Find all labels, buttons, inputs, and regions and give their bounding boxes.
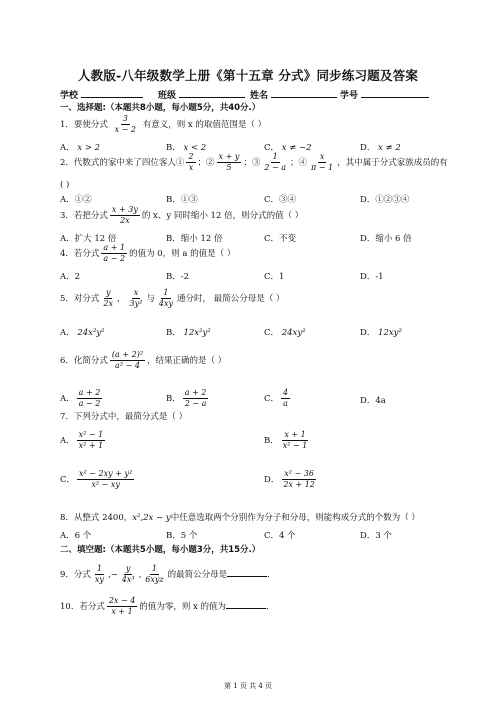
q1-option-d: D． x ≠ 2 [360, 143, 401, 153]
q10-answer-blank[interactable] [226, 600, 266, 609]
q6-option-d: D．4a [360, 396, 386, 406]
q9-fraction-3: $\frac{1}{\text{6xyz}}$ [145, 564, 164, 584]
id-blank [361, 88, 429, 98]
q4-option-d: D．-1 [360, 272, 384, 282]
q1-option-c: C． x ≠ −2 [264, 143, 312, 153]
page-footer: 第 1 页 共 4 页 [223, 682, 273, 690]
q6-option-a: A． $\frac{a + 2}{a - 2}$ [60, 388, 101, 408]
q3-option-b: B．缩小 12 倍 [166, 234, 223, 244]
name-field [250, 88, 337, 101]
school-field [60, 88, 143, 101]
class-blank [179, 88, 245, 98]
q4-option-c: C．1 [264, 272, 285, 282]
section-1-heading: 一、选择题:（本题共8小题，每小题5分，共40分.） [60, 103, 261, 113]
q1-fraction: $\frac{3}{x - 2}$ [114, 114, 137, 134]
q8-option-a: A．6 个 [60, 531, 92, 541]
q7-option-a: A． $\frac{\text{x² − 1}}{\text{x² + 1}}$ [60, 430, 104, 450]
q1-option-b: B． x < 2 [166, 143, 207, 153]
question-7: 7．下列分式中，最简分式是（ ） [60, 412, 188, 422]
q5-fraction-1: $\frac{y}{2x}$ [103, 288, 114, 308]
question-9: 9．分式 $\frac{1}{xy}$ ,− $\frac{y}{\text{4x³}}$ , $\frac{1}{\text{6xyz}}$ 的最简公分母是 ． [60, 564, 276, 584]
q7-option-d: D． $\frac{\text{x² − 36}}{2x + 12}$ [264, 469, 315, 489]
question-8: 8．从整式 2400，x²,2x − y中任意选取两个分别作为分子和分母，则能构成分式的个数为（ ） [60, 513, 420, 523]
q2-option-c: C．③④ [264, 195, 297, 205]
class-field [158, 88, 245, 101]
q5-option-c: C． 24xy² [264, 328, 306, 338]
id-field [340, 88, 429, 101]
q8-option-c: C．4 个 [264, 531, 296, 541]
q5-fraction-2: $\frac{x}{\text{3y²}}$ [129, 288, 143, 308]
q5-option-a: A． 24x²y² [60, 328, 105, 338]
q3-option-c: C．不变 [264, 234, 297, 244]
q6-fraction: $\frac{\text{(a + 2)²}}{\text{a² − 4}}$ [111, 350, 144, 370]
q2-fraction-4: $\frac{x}{\pi - 1}$ [311, 152, 334, 172]
section-2-heading: 二、填空题:（本题共5小题，每小题3分，共15分.） [60, 545, 261, 555]
question-5: 5．对分式 $\frac{y}{2x}$ ， $\frac{x}{\text{3y²}}$ 与 $\frac{1}{4xy}$ 通分时， 最简公分母是（ ） [60, 288, 285, 308]
q10-fraction: $\frac{2x - 4}{x + 1}$ [108, 596, 136, 616]
q5-option-d: D． 12xy² [360, 328, 402, 338]
name-blank [271, 88, 337, 98]
class-label: 班级 [158, 91, 177, 101]
question-4: 4．若分式 $\frac{a + 1}{a - 2}$ 的值为 0，则 a 的值是（ ） [60, 243, 236, 263]
q5-fraction-3: $\frac{1}{4xy}$ [158, 288, 174, 308]
q8-option-b: B．5 个 [166, 531, 198, 541]
q4-option-a: A．2 [60, 272, 81, 282]
q7-option-b: B． $\frac{x + 1}{\text{x² − 1}}$ [264, 430, 308, 450]
q5-option-b: B． 12x²y² [166, 328, 211, 338]
q4-option-b: B．-2 [166, 272, 190, 282]
q9-fraction-1: $\frac{1}{xy}$ [94, 564, 104, 584]
q1-stem: 1．要使分式 [60, 120, 108, 130]
q3-fraction: $\frac{x + 3y}{2x}$ [111, 205, 138, 225]
q2-option-b: B．①③ [166, 195, 198, 205]
q1-option-a: A． x > 2 [60, 143, 101, 153]
q7-option-c: C． $\frac{\text{x² − 2xy + y²}}{\text{x² − xy}}$ [60, 469, 133, 489]
question-3: 3．若把分式 $\frac{x + 3y}{2x}$ 的 x、y 同时缩小 12 倍，则分式的值（ ） [60, 205, 304, 225]
q3-option-d: D．缩小 6 倍 [360, 234, 412, 244]
q4-fraction: $\frac{a + 1}{a - 2}$ [103, 243, 126, 263]
name-label: 姓名 [250, 91, 269, 101]
q2-fraction-1: $\frac{2}{x}$ [188, 152, 194, 172]
q3-option-a: A．扩大 12 倍 [60, 234, 117, 244]
q8-option-d: D．3 个 [360, 531, 392, 541]
id-label: 学号 [340, 91, 359, 101]
page-title: 人教版-八年级数学上册《第十五章 分式》同步练习题及答案 [77, 68, 419, 83]
q2-fraction-2: $\frac{x + y}{5}$ [218, 152, 240, 172]
school-label: 学校 [60, 91, 79, 101]
q6-option-b: B． $\frac{a + 2}{2 - a}$ [166, 388, 207, 408]
question-2: 2．代数式的家中来了四位客人① $\frac{2}{x}$ ；② $\frac{x + y}{5}$ ；③ $\frac{1}{2 - a}$ ；④ $\frac{x}{\pi - 1}$ ，其中属于分式家族成员的有 [60, 152, 448, 172]
question-6: 6．化简分式 $\frac{\text{(a + 2)²}}{\text{a² − 4}}$ ，结果正确的是（ ） [60, 350, 227, 370]
question-10: 10．若分式 $\frac{2x - 4}{x + 1}$ 的值为零，则 x 的值为 ． [60, 596, 275, 616]
q2-paren: ( ) [60, 180, 70, 190]
q6-option-c: C． $\frac{4}{a}$ [264, 388, 289, 408]
q2-option-a: A．①② [60, 195, 92, 205]
q9-answer-blank[interactable] [227, 568, 267, 577]
question-1 [60, 114, 266, 135]
q2-fraction-3: $\frac{1}{2 - a}$ [264, 152, 287, 172]
q9-fraction-2: $\frac{y}{\text{4x³}}$ [121, 564, 135, 584]
school-blank [81, 88, 143, 98]
q2-option-d: D．①②③④ [360, 195, 410, 205]
q1-stem-end: 有意义，则 x 的取值范围是（ ） [142, 120, 267, 130]
